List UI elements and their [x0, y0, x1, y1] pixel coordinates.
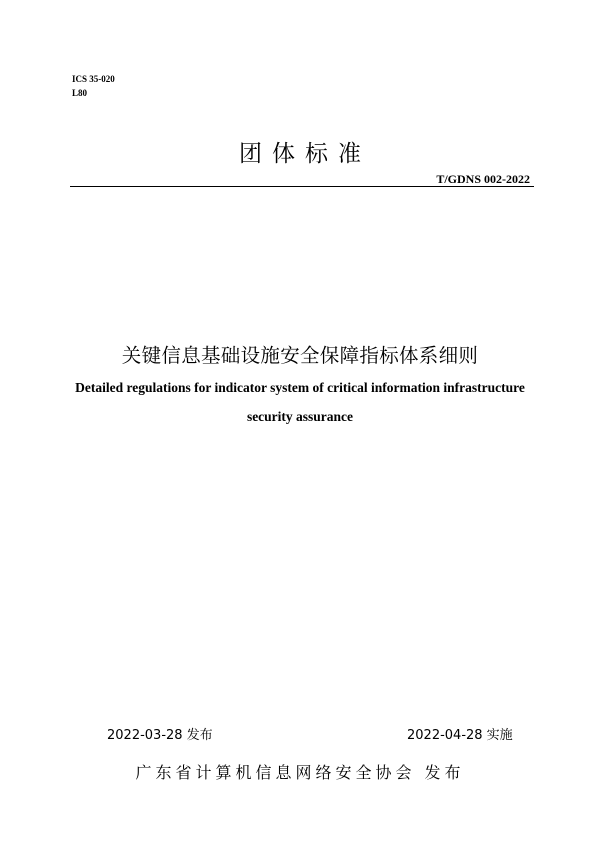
title-english-line2: security assurance [246, 409, 354, 424]
classification-code: L80 [72, 88, 88, 98]
issuing-organization: 广东省计算机信息网络安全协会 发布 [135, 763, 465, 782]
title-english-line1: Detailed regulations for indicator system of critical information infrastructure [75, 380, 525, 395]
standard-number: T/GDNS 002-2022 [436, 172, 530, 186]
title-chinese: 关键信息基础设施安全保障指标体系细则 [121, 344, 479, 367]
ics-code: ICS 35-020 [72, 74, 115, 84]
issue-date: 2022-03-28 发布 [107, 728, 213, 743]
document-type-heading: 团体标准 [239, 141, 371, 167]
header-rule [70, 186, 534, 187]
implementation-date: 2022-04-28 实施 [407, 728, 513, 743]
